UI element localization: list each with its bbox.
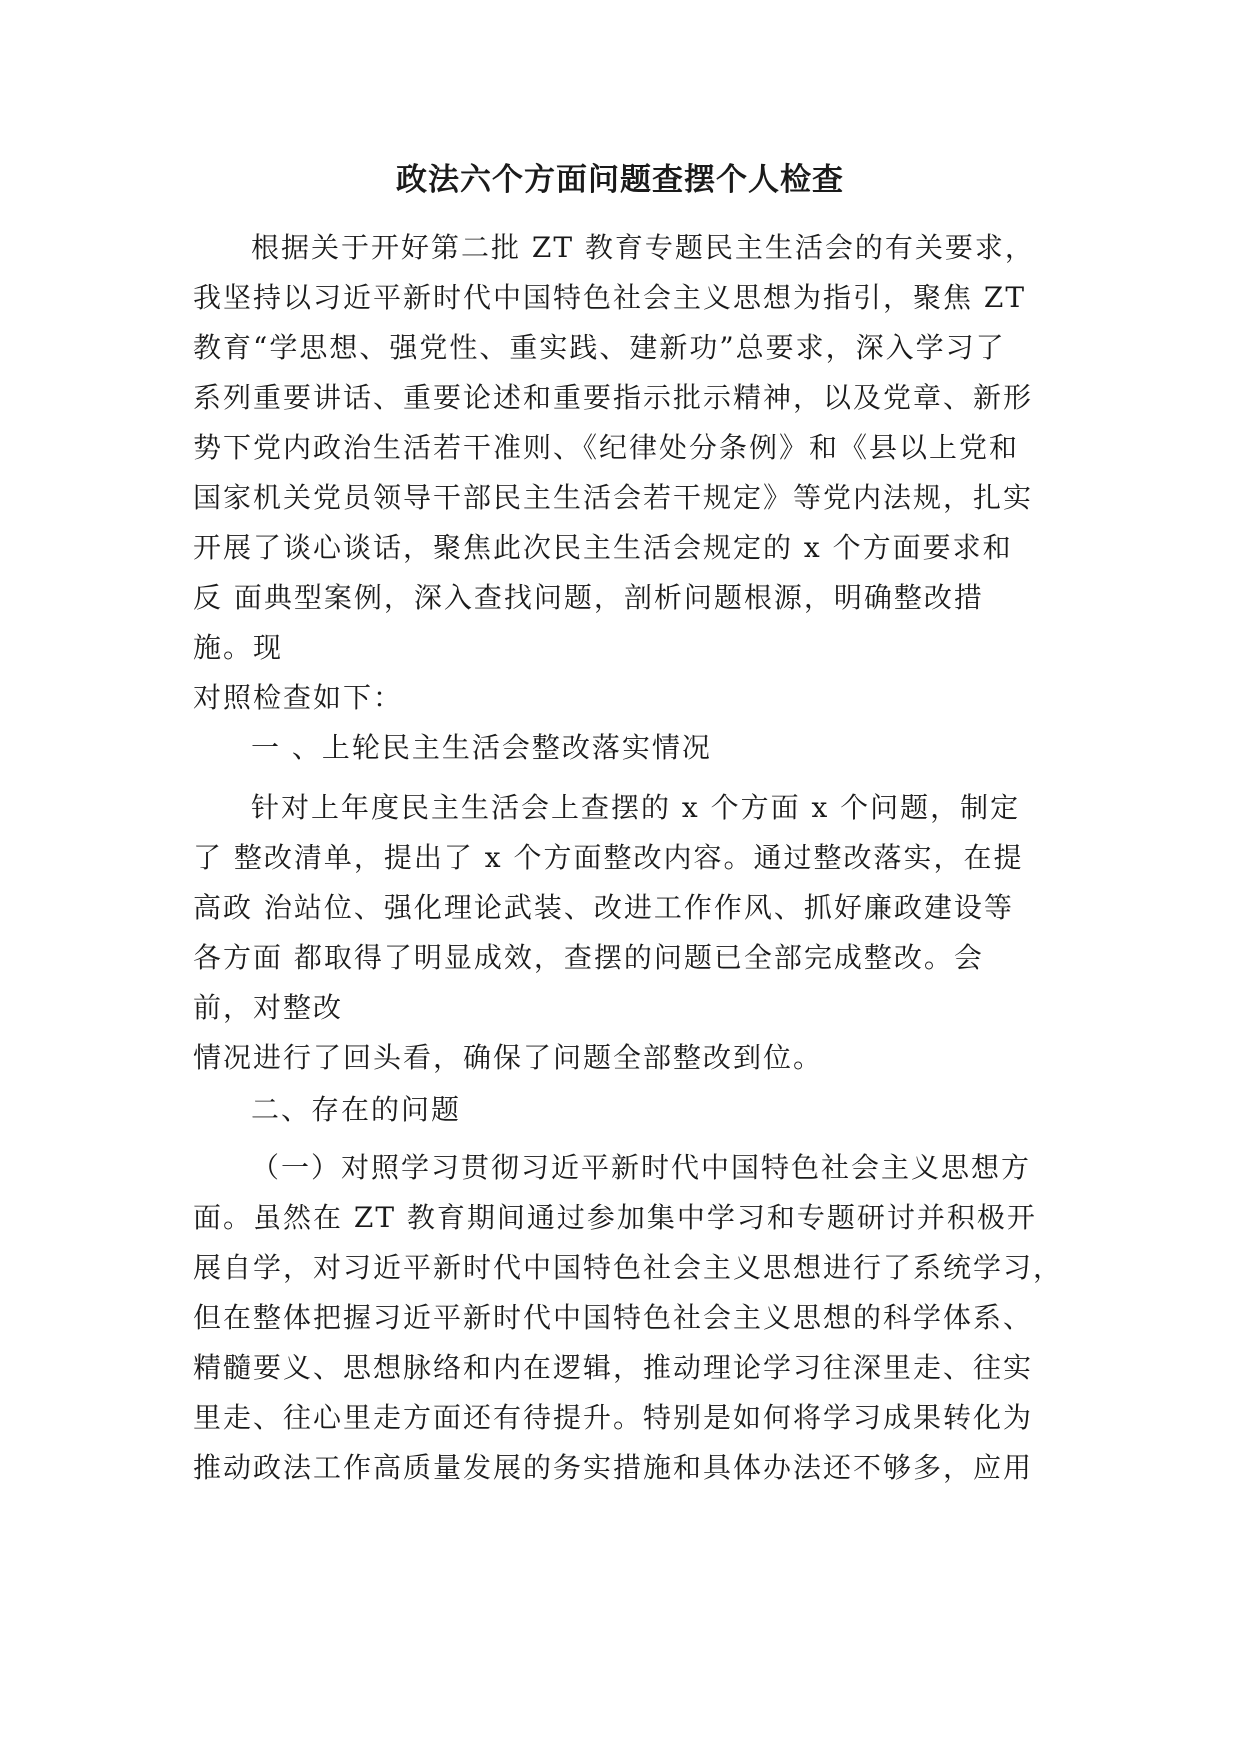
paragraph-line: 了 整改清单，提出了 x 个方面整改内容。通过整改落实，在提 xyxy=(193,841,1024,874)
section-heading: 二、存在的问题 xyxy=(251,1093,462,1126)
paragraph-line: 但在整体把握习近平新时代中国特色社会主义思想的科学体系、 xyxy=(193,1301,1034,1334)
paragraph-line: 系列重要讲话、重要论述和重要指示批示精神，以及党章、新形 xyxy=(193,381,1034,414)
paragraph-line: 精髓要义、思想脉络和内在逻辑，推动理论学习往深里走、往实 xyxy=(193,1351,1034,1384)
paragraph-line: 推动政法工作高质量发展的务实措施和具体办法还不够多，应用 xyxy=(193,1451,1034,1484)
paragraph-line: 国家机关党员领导干部民主生活会若干规定》等党内法规，扎实 xyxy=(193,481,1034,514)
paragraph-line: 施。现 xyxy=(193,631,284,664)
paragraph-line: 展自学，对习近平新时代中国特色社会主义思想进行了系统学习， xyxy=(193,1251,1064,1284)
paragraph-line: 我坚持以习近平新时代中国特色社会主义思想为指引，聚焦 ZT xyxy=(193,281,1027,314)
paragraph-line: 势下党内政治生活若干准则、《纪律处分条例》和《县以上党和 xyxy=(193,431,1020,464)
paragraph-line: 各方面 都取得了明显成效，查摆的问题已全部完成整改。会 xyxy=(193,941,984,974)
paragraph-line: 里走、往心里走方面还有待提升。特别是如何将学习成果转化为 xyxy=(193,1401,1034,1434)
paragraph-line: 对照检查如下： xyxy=(193,681,404,714)
paragraph-line: 根据关于开好第二批 ZT 教育专题民主生活会的有关要求， xyxy=(251,231,1035,264)
document-title: 政法六个方面问题查摆个人检查 xyxy=(396,162,844,198)
paragraph-line: 前，对整改 xyxy=(193,991,344,1024)
subsection-line: （一）对照学习贯彻习近平新时代中国特色社会主义思想方 xyxy=(251,1151,1032,1184)
paragraph-line: 开展了谈心谈话，聚焦此次民主生活会规定的 x 个方面要求和 xyxy=(193,531,1013,564)
paragraph-line: 高政 治站位、强化理论武装、改进工作作风、抓好廉政建设等 xyxy=(193,891,1014,924)
section-heading: 一 、上轮民主生活会整改落实情况 xyxy=(251,731,712,764)
paragraph-line: 情况进行了回头看，确保了问题全部整改到位。 xyxy=(193,1041,824,1074)
paragraph-line: 针对上年度民主生活会上查摆的 x 个方面 x 个问题，制定 xyxy=(251,791,1021,824)
paragraph-line: 反 面典型案例，深入查找问题，剖析问题根源，明确整改措 xyxy=(193,581,984,614)
paragraph-line: 教育“学思想、强党性、重实践、建新功”总要求，深入学习了 xyxy=(193,331,1006,364)
paragraph-line: 面。虽然在 ZT 教育期间通过参加集中学习和专题研讨并积极开 xyxy=(193,1201,1037,1234)
